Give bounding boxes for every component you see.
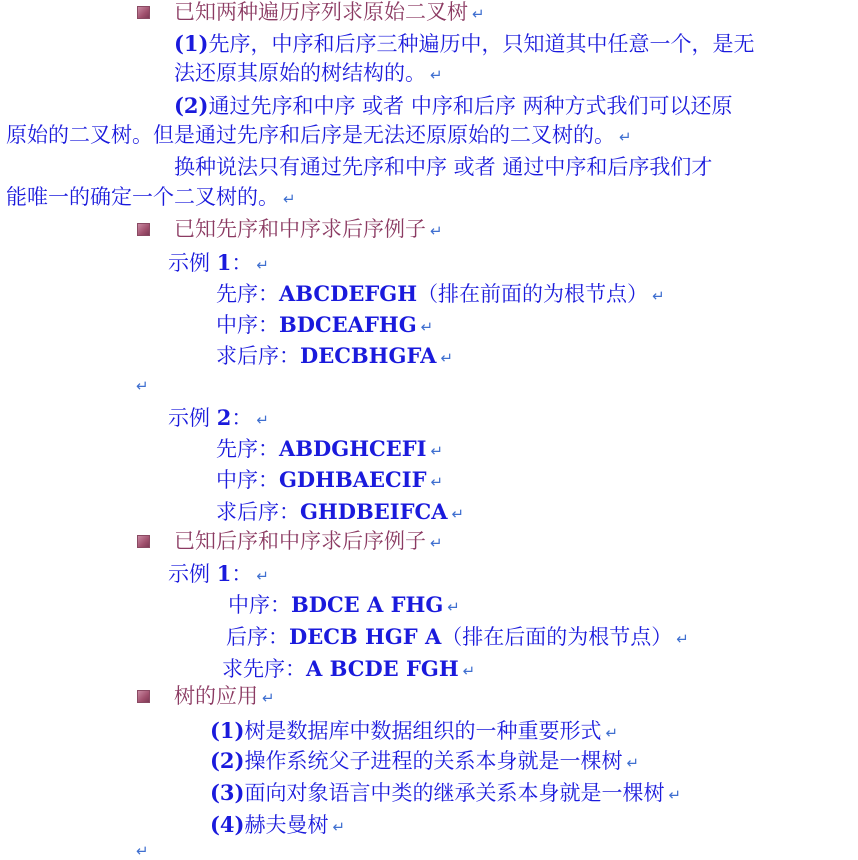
paragraph-3-line-2: 能唯一的确定一个二叉树的。 ↵: [6, 185, 296, 209]
return-mark-icon: ↵: [262, 689, 275, 707]
list-item: (3)面向对象语言中类的继承关系本身就是一棵树 ↵: [210, 780, 682, 805]
return-mark-icon: ↵: [626, 754, 640, 772]
paragraph-2-line-2: 原始的二叉树。但是通过先序和后序是无法还原原始的二叉树的。 ↵: [6, 123, 632, 147]
return-mark-icon: ↵: [256, 256, 269, 274]
preorder-line: 先序：ABDGHCEFI ↵: [216, 436, 444, 461]
paragraph-1-line-1: (1)先序，中序和后序三种遍历中，只知道其中任意一个，是无: [174, 31, 755, 56]
postorder-line: 求后序：DECBHGFA ↵: [216, 343, 454, 368]
preorder-line: 先序：ABCDEFGH（排在前面的为根节点） ↵: [216, 281, 665, 306]
return-mark-icon: ↵: [332, 818, 346, 836]
return-mark-icon: ↵: [652, 287, 665, 305]
return-mark-icon: ↵: [668, 786, 682, 804]
return-mark-icon: ↵: [256, 567, 269, 585]
list-item: (4)赫夫曼树 ↵: [210, 812, 346, 837]
return-mark-icon: ↵: [676, 630, 689, 648]
return-mark-icon: ↵: [256, 411, 269, 429]
preorder-line: 求先序：A BCDE FGH ↵: [222, 656, 476, 681]
example-label: 示例 1： ↵: [168, 250, 269, 275]
return-mark-icon: ↵: [430, 442, 444, 460]
postorder-line: 求后序：GHDBEIFCA ↵: [216, 499, 465, 524]
return-mark-icon: ↵: [472, 5, 485, 23]
section-heading-3: 已知后序和中序求后序例子 ↵: [174, 529, 443, 553]
return-mark-icon: ↵: [430, 473, 444, 491]
return-mark-icon: ↵: [605, 724, 619, 742]
return-mark-icon: ↵: [462, 662, 476, 680]
example-label: 示例 1： ↵: [168, 561, 269, 586]
return-mark-icon: ↵: [447, 598, 460, 616]
return-mark-icon: ↵: [136, 377, 149, 395]
section-heading-1: 已知两种遍历序列求原始二叉树 ↵: [174, 0, 485, 24]
bullet-icon: [137, 690, 150, 703]
paragraph-3-line-1: 换种说法只有通过先序和中序 或者 通过中序和后序我们才: [174, 155, 713, 179]
return-mark-icon: ↵: [451, 505, 465, 523]
inorder-line: 中序：GDHBAECIF ↵: [216, 467, 444, 492]
bullet-icon: [137, 535, 150, 548]
return-mark-icon: ↵: [430, 222, 443, 240]
return-mark-icon: ↵: [440, 349, 454, 367]
list-item: (1)树是数据库中数据组织的一种重要形式 ↵: [210, 718, 619, 743]
section-heading-2: 已知先序和中序求后序例子 ↵: [174, 217, 443, 241]
inorder-line: 中序：BDCEAFHG ↵: [216, 312, 434, 337]
return-mark-icon: ↵: [420, 318, 434, 336]
section-heading-4: 树的应用 ↵: [174, 684, 275, 708]
bullet-icon: [137, 223, 150, 236]
postorder-line: 后序：DECB HGF A（排在后面的为根节点） ↵: [226, 624, 689, 649]
return-mark-icon: ↵: [136, 842, 149, 860]
return-mark-icon: ↵: [430, 534, 443, 552]
list-item: (2)操作系统父子进程的关系本身就是一棵树 ↵: [210, 748, 640, 773]
inorder-line: 中序：BDCE A FHG ↵: [228, 592, 460, 617]
paragraph-1-line-2: 法还原其原始的树结构的。 ↵: [174, 61, 443, 85]
paragraph-2-line-1: (2)通过先序和中序 或者 中序和后序 两种方式我们可以还原: [174, 93, 733, 118]
bullet-icon: [137, 6, 150, 19]
example-label: 示例 2： ↵: [168, 405, 269, 430]
return-mark-icon: ↵: [283, 190, 296, 208]
return-mark-icon: ↵: [619, 128, 632, 146]
return-mark-icon: ↵: [430, 66, 443, 84]
